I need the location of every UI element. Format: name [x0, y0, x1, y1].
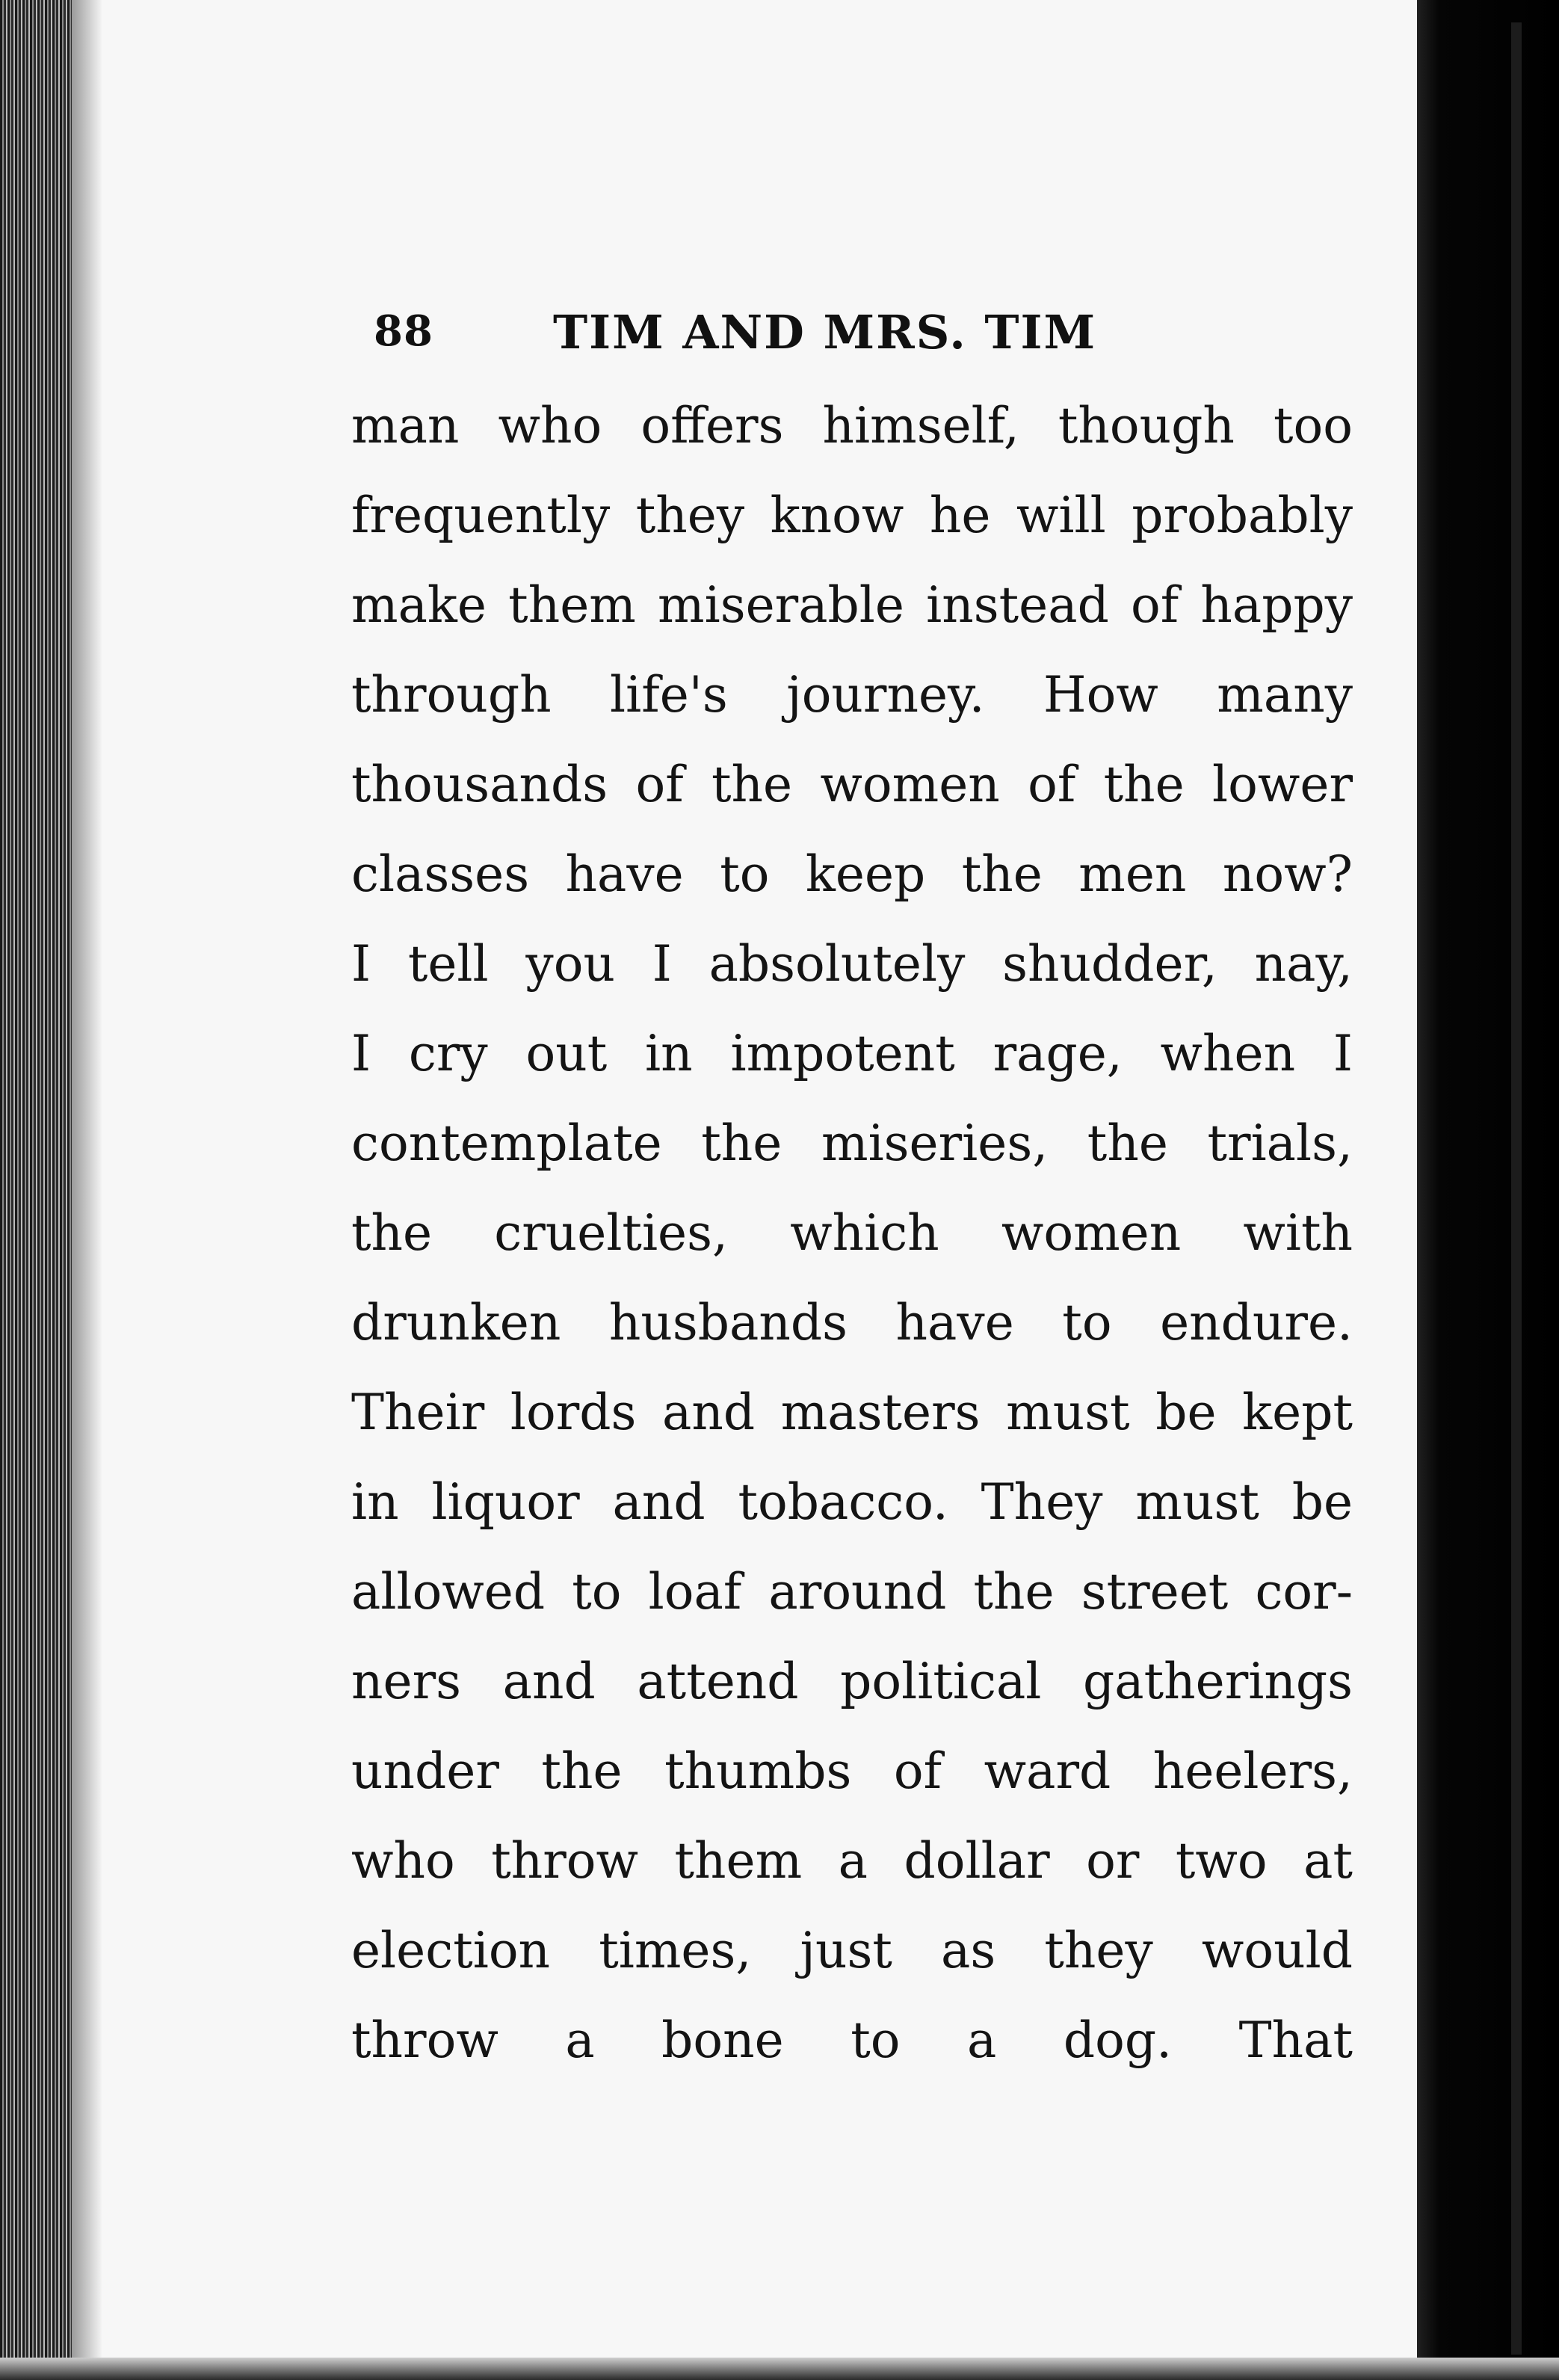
- book-block-edge-left: [0, 0, 72, 2380]
- text-line: thousands of the women of the lower: [351, 756, 1353, 813]
- text-line: Their lords and masters must be kept: [351, 1384, 1353, 1441]
- running-head: [374, 299, 1360, 381]
- text-line: drunken husbands have to endure.: [351, 1294, 1353, 1351]
- page-gutter-shadow: [72, 0, 102, 2380]
- text-line: under the thumbs of ward heelers,: [351, 1742, 1353, 1800]
- body-text: [351, 381, 1353, 2085]
- text-line: throw a bone to a dog. That: [351, 2011, 1353, 2069]
- text-line: I cry out in impotent rage, when I: [351, 1025, 1353, 1082]
- page-bottom-shadow: [0, 2358, 1559, 2380]
- binding-strip-right: [1511, 22, 1522, 2355]
- text-line: I tell you I absolutely shudder, nay,: [351, 935, 1353, 993]
- page-number: 88: [374, 306, 433, 356]
- text-line: allowed to loaf around the street cor-: [351, 1563, 1353, 1621]
- running-head-title: TIM AND MRS. TIM: [553, 305, 1097, 360]
- text-line: classes have to keep the men now?: [351, 845, 1353, 903]
- text-line: frequently they know he will probably: [351, 487, 1353, 544]
- text-line: in liquor and tobacco. They must be: [351, 1473, 1353, 1531]
- text-line: election times, just as they would: [351, 1922, 1353, 1979]
- text-line: through life's journey. How many: [351, 666, 1353, 724]
- text-line: who throw them a dollar or two at: [351, 1832, 1353, 1890]
- text-line: ners and attend political gatherings: [351, 1653, 1353, 1710]
- text-line: man who offers himself, though too: [351, 397, 1353, 454]
- binding-edge-right: [1417, 0, 1559, 2380]
- text-line: make them miserable instead of happy: [351, 576, 1353, 634]
- text-line: the cruelties, which women with: [351, 1204, 1353, 1262]
- book-page: [351, 299, 1360, 2153]
- text-line: contemplate the miseries, the trials,: [351, 1115, 1353, 1172]
